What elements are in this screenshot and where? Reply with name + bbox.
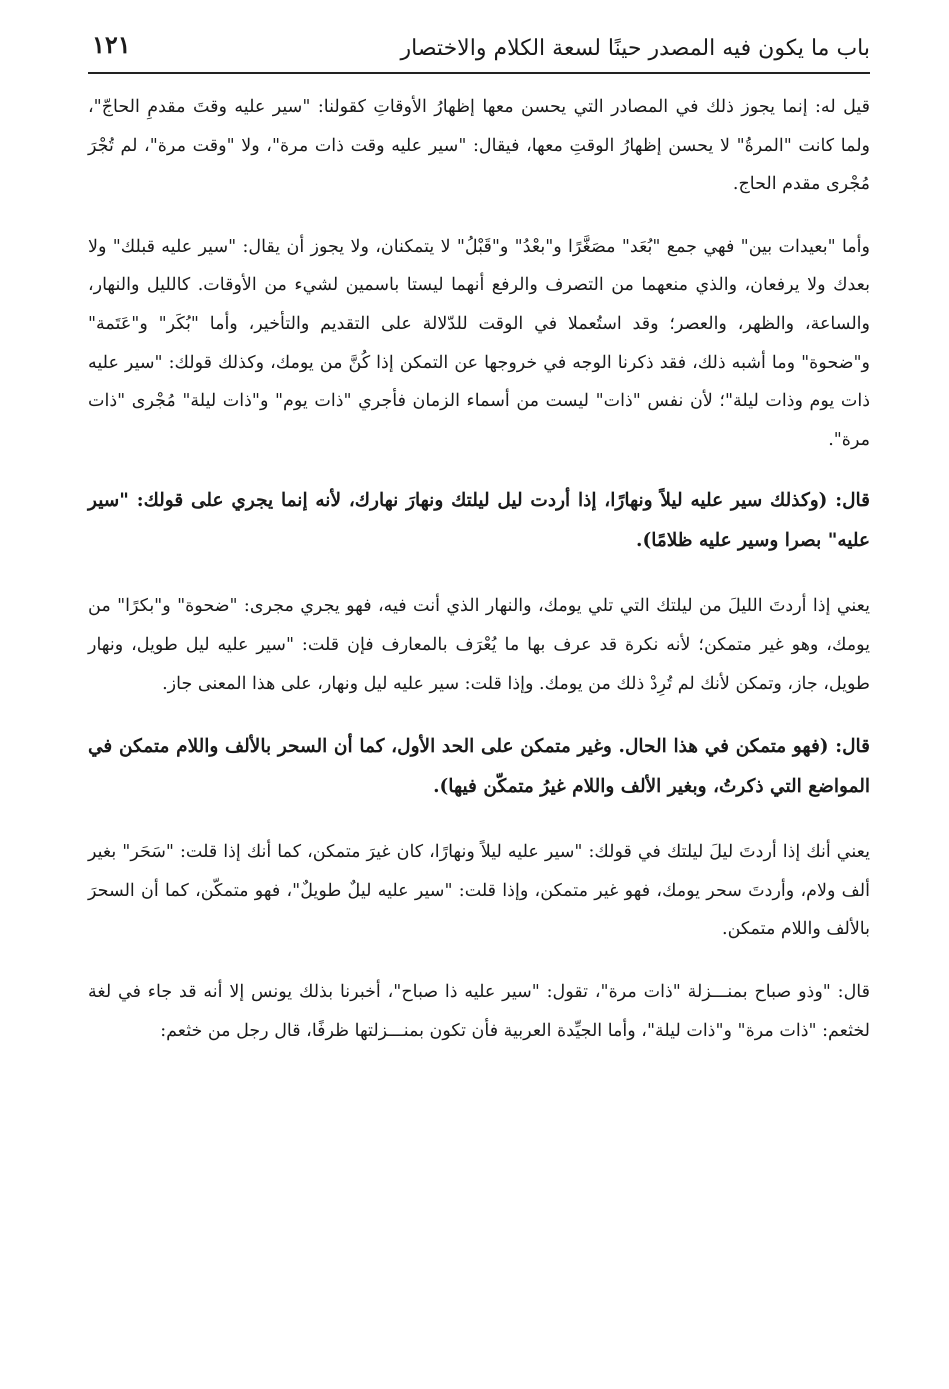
paragraph-commentary-2: وأما "بعيدات بين" فهي جمع "بُعَد" مصَغَّرًا و"بعْدُ" و"قَبْلُ" لا يتمكنان، ولا يجوز أن يقال: "سير عليه قبلك" ولا بعدك ولا يرفعان، والذي منعهما من التصرف والرفع أنهما ليستا باسمين لشيء من الأوقات. كالليل والنهار، والساعة، والظهر، والعصر؛ وقد استُعملا في الوقت للدّلالة على التقديم والتأخير، وأما "بُكَر" و"عَتَمة" و"ضحوة" وما أشبه ذلك، فقد ذكرنا الوجه في خروجها عن التمكن إذا كُنَّ من يومك، وكذلك قولك: "سير عليه ذات يوم وذات ليلة"؛ لأن نفس "ذات" ليست من أسماء الزمان فأجري "ذات يوم" و"ذات ليلة" مُجْرى "ذات مرة". [88,236,870,450]
paragraph-commentary-1: قيل له: إنما يجوز ذلك في المصادر التي يحسن معها إظهارُ الأوقاتِ كقولنا: "سير عليه وقتَ مقدمِ الحاجّ"، ولما كانت "المرةُ" لا يحسن إظهارُ الوقتِ معها، فيقال: "سير عليه وقت ذات مرة"، ولا "وقت مرة"، لم تُجْرَ مُجْرى مقدم الحاج. [88,97,870,195]
paragraph-commentary-5: قال: "وذو صباح بمنـــزلة "ذات مرة"، تقول: "سير عليه ذا صباح"، أخبرنا بذلك يونس إلا أنه قد جاء في لغة لخثعم: "ذات مرة" و"ذات ليلة"، وأما الجيِّدة العربية فأن تكون بمنـــزلتها ظرفًا، قال رجل من خثعم: [88,981,870,1041]
page-body [88,88,870,1050]
page-number: ١٢١ [92,30,131,59]
running-title: باب ما يكون فيه المصدر حينًا لسعة الكلام والاختصار [400,36,870,61]
book-page [88,28,870,1074]
page-header [88,28,870,74]
paragraph-commentary-3: يعني إذا أردتَ الليلَ من ليلتك التي تلي يومك، والنهار الذي أنت فيه، فهو يجري مجرى: "ضحوة" و"بكرًا" من يومك، وهو غير متمكن؛ لأنه نكرة قد عرف بها ما يُعْرَف بالمعارف فإن قلت: "سير عليه ليل طويل، ونهار طويل، جاز، وتمكن لأنك لم تُرِدْ ذلك من يومك. وإذا قلت: سير عليه ليل ونهار، على هذا المعنى جاز. [88,596,870,694]
paragraph-quote-2: قال: (فهو متمكن في هذا الحال. وغير متمكن على الحد الأول، كما أن السحر بالألف واللام متمكن في المواضع التي ذكرتُ، وبغير الألف واللام غيرُ متمكّن فيها). [88,736,870,798]
paragraph-quote-1: قال: (وكذلك سير عليه ليلاً ونهارًا، إذا أردت ليل ليلتك ونهارَ نهارك، لأنه إنما يجري على قولك: "سير عليه" بصرا وسير عليه ظلامًا). [88,490,870,552]
paragraph-commentary-4: يعني أنك إذا أردتَ ليلَ ليلتك في قولك: "سير عليه ليلاً ونهارًا، كان غيرَ متمكن، كما أنك إذا قلت: "سَحَر" بغير ألف ولام، وأردتَ سحر يومك، فهو غير متمكن، وإذا قلت: "سير عليه ليلٌ طويلٌ"، فهو متمكّن، كما أن السحرَ بالألف واللام متمكن. [88,842,870,940]
